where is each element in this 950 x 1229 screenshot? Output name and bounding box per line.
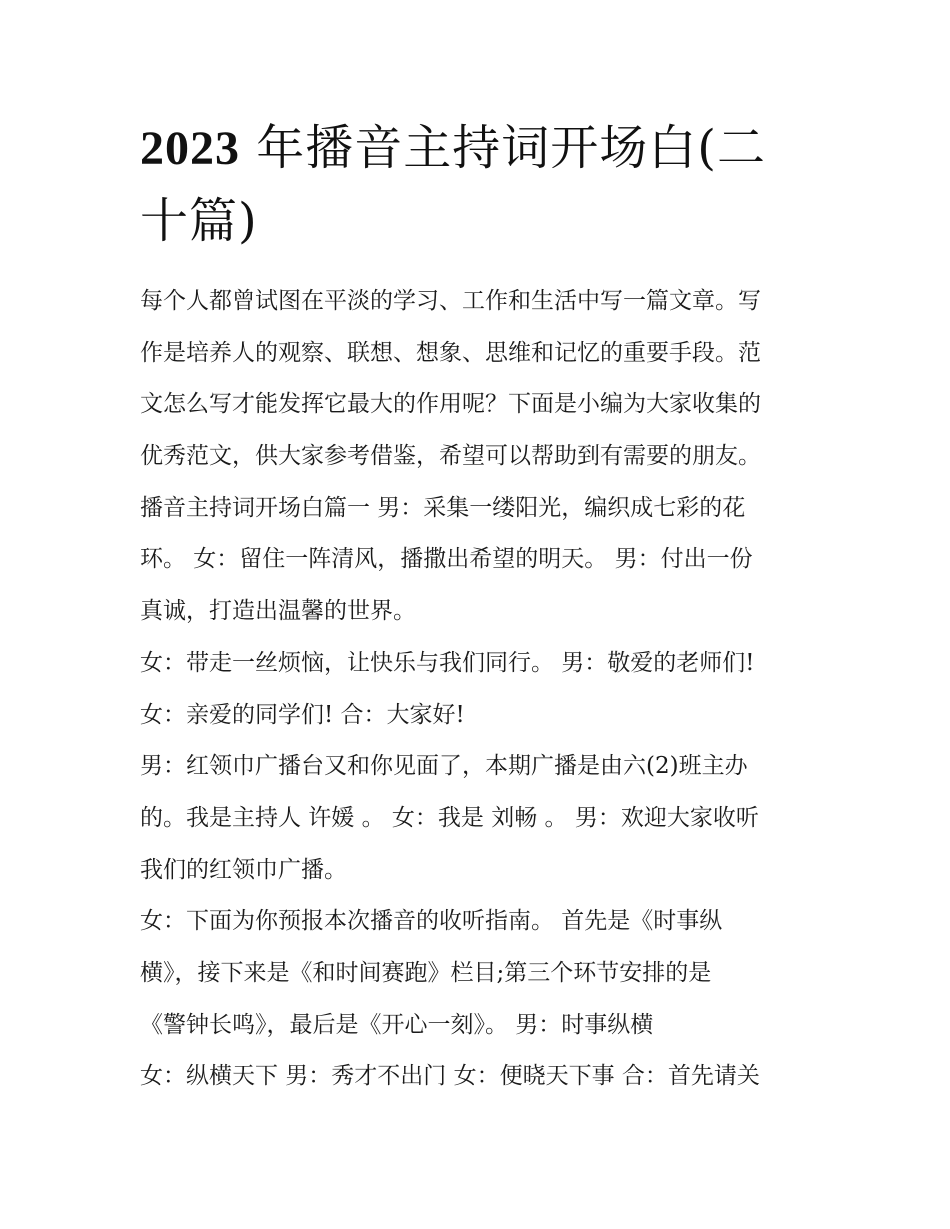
body-line: 《警钟长鸣》，最后是《开心一刻》。 男：时事纵横	[140, 1011, 654, 1038]
body-line: 女：下面为你预报本次播音的收听指南。 首先是《时事纵	[140, 908, 723, 935]
body-line: 我们的红领巾广播。	[140, 856, 347, 883]
title-text: 年播音主持词开场白(二十篇)	[140, 120, 766, 249]
body-line: 优秀范文，供大家参考借鉴，希望可以帮助到有需要的朋友。	[140, 443, 761, 470]
body-line: 每个人都曾试图在平淡的学习、工作和生活中写一篇文章。写	[140, 288, 761, 314]
body-line: 环。 女：留住一阵清风，播撒出希望的明天。 男：付出一份	[140, 546, 753, 573]
body-line: 真诚，打造出温馨的世界。	[140, 598, 416, 625]
body-line: 横》，接下来是《和时间赛跑》栏目;第三个环节安排的是	[140, 959, 712, 986]
body-line: 女：带走一丝烦恼，让快乐与我们同行。 男：敬爱的老师们!	[140, 649, 755, 676]
title-year: 2023	[140, 122, 240, 175]
body-line: 女：亲爱的同学们! 合：大家好!	[140, 701, 465, 728]
body-line: 男：红领巾广播台又和你见面了，本期广播是由六(2)班主办	[140, 753, 748, 780]
document-body	[140, 276, 820, 1103]
document-title	[140, 112, 800, 257]
body-line: 播音主持词开场白篇一 男：采集一缕阳光，编织成七彩的花	[140, 494, 746, 521]
body-line: 文怎么写才能发挥它最大的作用呢？下面是小编为大家收集的	[140, 391, 761, 418]
body-line: 的。我是主持人 许媛 。 女：我是 刘畅 。 男：欢迎大家收听	[140, 804, 759, 831]
body-line: 作是培养人的观察、联想、想象、思维和记忆的重要手段。范	[140, 339, 761, 366]
body-line: 女：纵横天下 男：秀才不出门 女：便晓天下事 合：首先请关	[140, 1063, 760, 1090]
